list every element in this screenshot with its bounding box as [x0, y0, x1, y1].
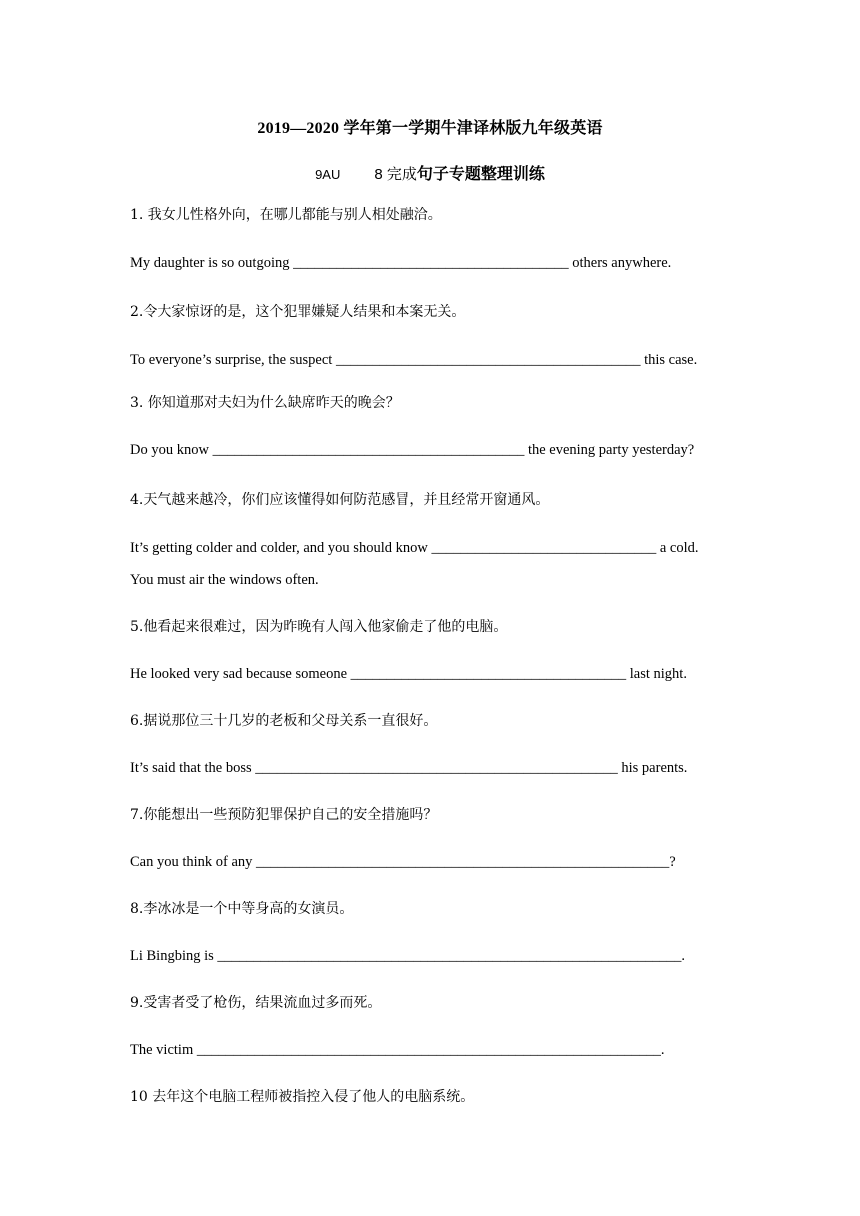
question-2-english: To everyone’s surprise, the suspect __________________________________________ this case.	[130, 352, 698, 368]
question-8-english: Li Bingbing is ________________________________________________________________.	[130, 948, 686, 964]
unit-code: 9AU	[315, 167, 341, 182]
question-3-english: Do you know ___________________________________________ the evening party yesterday?	[130, 442, 695, 458]
question-9-chinese: 9.受害者受了枪伤，结果流血过多而死。	[130, 995, 382, 1011]
unit-label: 8 完成	[374, 166, 417, 183]
question-2-chinese: 2.令大家惊讶的是，这个犯罪嫌疑人结果和本案无关。	[130, 304, 466, 320]
question-5-english: He looked very sad because someone ______________________________________ last night.	[130, 666, 687, 682]
question-4-chinese: 4.天气越来越冷，你们应该懂得如何防范感冒，并且经常开窗通风。	[130, 492, 550, 508]
topic-title: 句子专题整理训练	[416, 166, 545, 183]
question-5-chinese: 5.他看起来很难过，因为昨晚有人闯入他家偷走了他的电脑。	[130, 619, 508, 635]
question-8-chinese: 8.李冰冰是一个中等身高的女演员。	[130, 901, 354, 917]
document-title: 2019—2020 学年第一学期牛津译林版九年级英语	[257, 120, 603, 137]
question-3-chinese: 3. 你知道那对夫妇为什么缺席昨天的晚会？	[130, 395, 400, 411]
question-7-chinese: 7.你能想出一些预防犯罪保护自己的安全措施吗？	[130, 807, 438, 823]
question-1-english: My daughter is so outgoing ______________________________________ others anywhere.	[130, 255, 672, 271]
question-4-english-continued: You must air the windows often.	[130, 572, 319, 588]
question-6-chinese: 6.据说那位三十几岁的老板和父母关系一直很好。	[130, 713, 438, 729]
question-1-chinese: 1. 我女儿性格外向，在哪儿都能与别人相处融洽。	[130, 207, 442, 223]
question-10-chinese: 10 去年这个电脑工程师被指控入侵了他人的电脑系统。	[130, 1089, 475, 1105]
question-7-english: Can you think of any _________________________________________________________?	[130, 854, 676, 870]
question-9-english: The victim ________________________________________________________________.	[130, 1042, 665, 1058]
question-6-english: It’s said that the boss __________________________________________________ his parents.	[130, 760, 688, 776]
question-4-english: It’s getting colder and colder, and you should know _______________________________ a cold.	[130, 540, 699, 556]
document-subtitle	[0, 161, 860, 184]
